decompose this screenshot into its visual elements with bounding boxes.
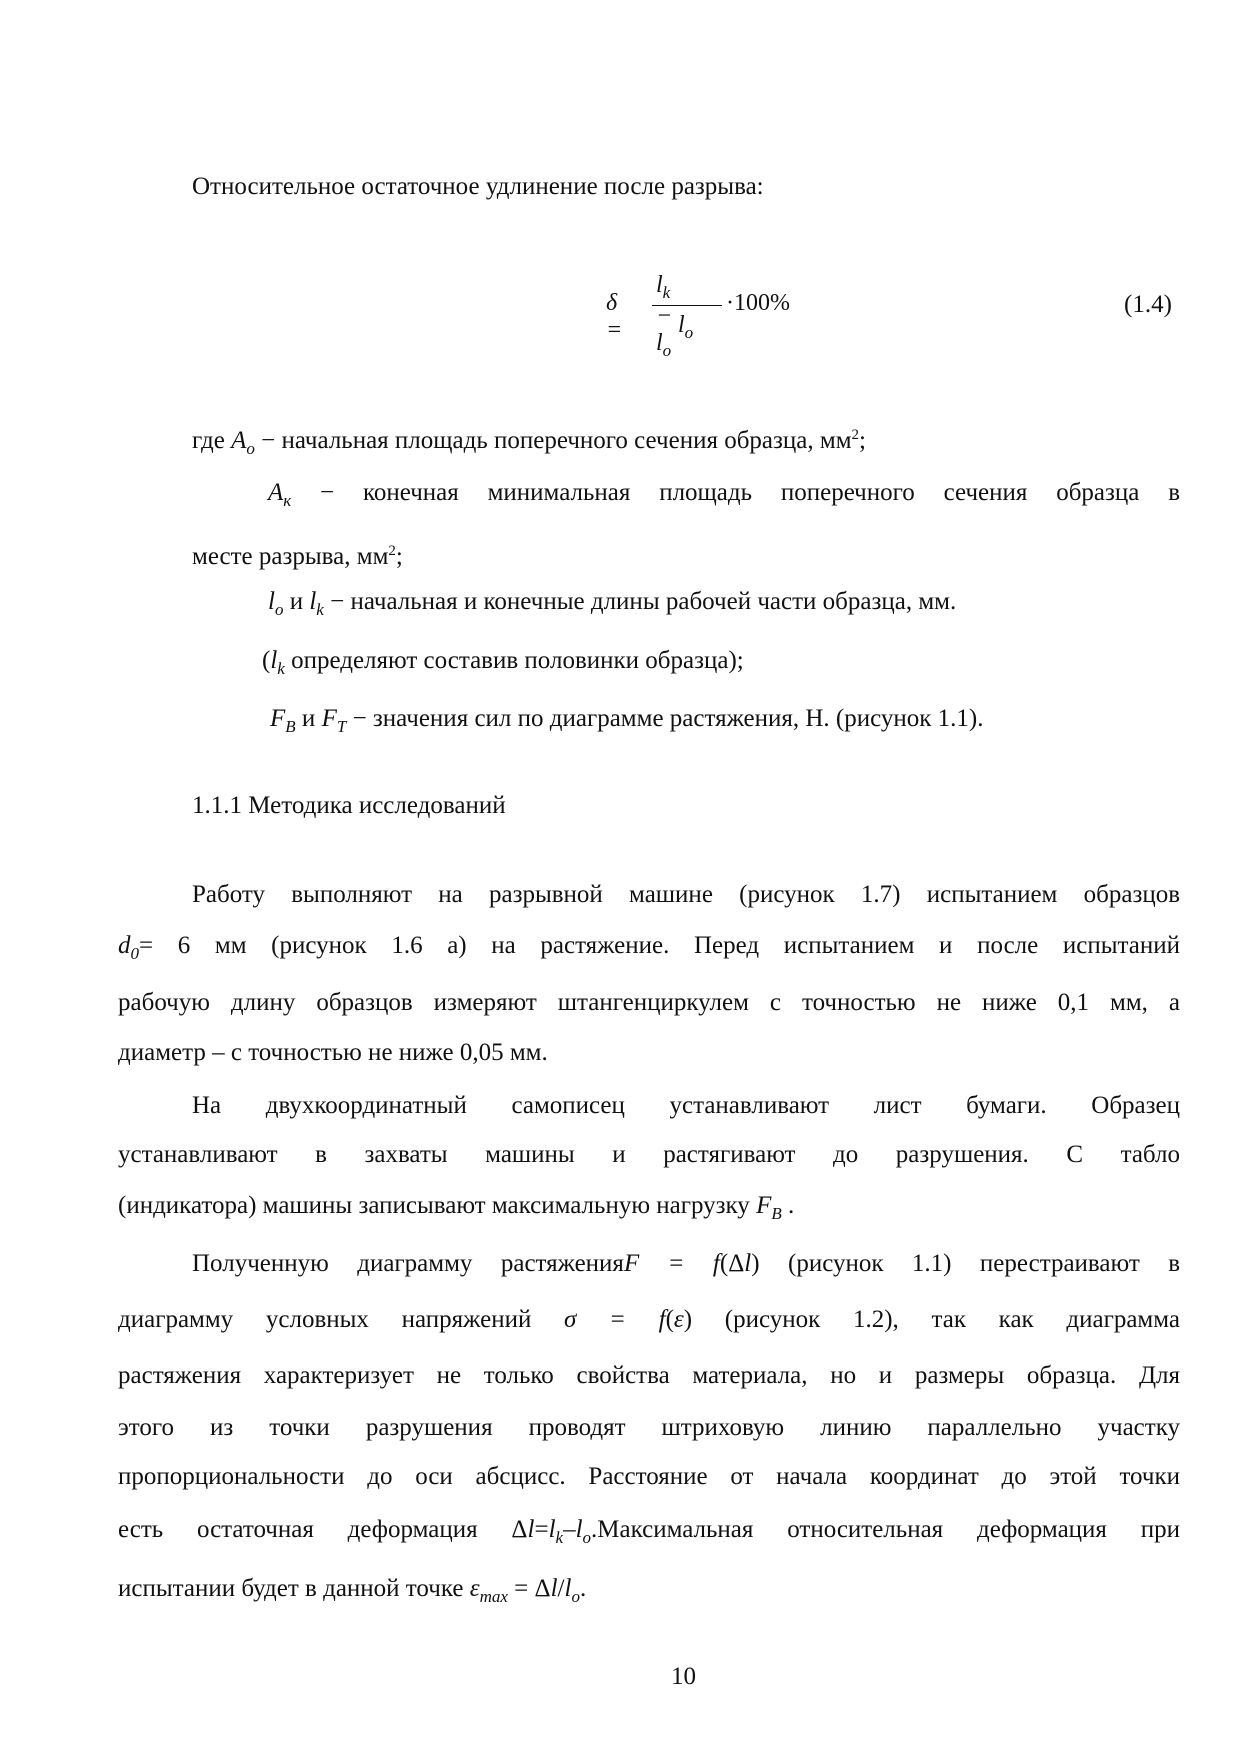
math-run: B [285,717,296,736]
text-run: .Максимальная относительная деформация при [591,1516,1180,1543]
math-run: F [270,705,286,732]
text-line [118,1361,1180,1391]
text-run: ) (рисунок 1.2), так как диаграмма [683,1306,1180,1333]
text-line [118,1515,1180,1553]
math-run: k [555,1528,564,1547]
text-run: (индикатора) машины записывают максимальную нагрузку [118,1192,757,1219]
text-run: ) [751,1250,760,1277]
math-run: 0 [130,944,139,963]
text-run: рабочую длину образцов измеряют штангенциркулем с точностью не ниже 0,1 мм, а [118,989,1180,1016]
formula-rhs: ·100% [726,290,790,316]
math-run: к [283,491,292,510]
math-run: l [548,1516,556,1543]
text-run: диаметр – с точностью не ниже 0,05 мм. [118,1039,548,1066]
math-run: max [479,1587,508,1606]
math-run: σ = f [564,1306,666,1333]
text-line [192,1091,1180,1121]
text-run: − конечная минимальная площадь поперечного сечения образца в [291,479,1180,506]
text-run: . [781,1192,795,1219]
text-run: месте разрыва, мм [192,543,389,570]
text-run: / [557,1575,565,1602]
text-line [118,1462,1180,1492]
equation-number: (1.4) [1124,291,1172,318]
text-run: определяют составив половинки образца); [284,647,744,674]
math-run: T [336,717,347,736]
text-line [192,791,506,821]
text-line [192,880,1180,910]
math-run: ε [469,1575,480,1602]
text-run: Относительное остаточное удлинение после разрыва: [192,173,764,200]
math-run: 2 [851,427,860,443]
text-line [118,1191,794,1229]
math-run: A [231,427,247,454]
text-run: − значения сил по диаграмме растяжения, Н. (рисунок 1.1). [346,705,984,732]
fraction-bar [652,305,722,306]
text-run: Полученную диаграмму растяжения [192,1250,624,1277]
text-line [192,1249,1180,1279]
text-line [118,1413,1180,1443]
math-run: l [575,1516,583,1543]
math-run: l [309,588,317,615]
text-line [192,536,403,572]
math-run: l [744,1250,752,1277]
math-run: l [550,1575,558,1602]
text-line [268,587,956,625]
text-run: (рисунок 1.1) перестраивают в [759,1250,1181,1277]
math-run: k [316,600,324,619]
text-run: На двухкоординатный самописец устанавливают лист бумаги. Образец [192,1092,1180,1119]
text-run: диаграмму условных напряжений [118,1306,565,1333]
formula-lhs: δ = [606,290,623,343]
text-run: − начальная и конечные длины рабочей части образца, мм. [323,588,957,615]
text-run: и [295,705,322,732]
math-run: l [527,1516,535,1543]
text-run: = 6 мм (рисунок 1.6 а) на растяжение. Перед испытанием и после испытаний [139,932,1180,959]
text-run: 1.1.1 Методика исследований [192,792,506,819]
text-run: ; [395,543,403,570]
text-line [118,1140,1180,1170]
math-run: o [582,1528,592,1547]
text-run: растяжения характеризует не только свойства материала, но и размеры образца. Для [118,1362,1180,1389]
text-run: испытании будет в данной точке [118,1575,470,1602]
math-run: d [118,932,131,959]
text-line [270,704,984,742]
text-line [118,1038,548,1068]
text-line [118,988,1180,1018]
text-line [192,420,866,464]
math-run: 2 [388,543,396,559]
math-run: o [246,439,255,458]
text-line [262,646,744,684]
math-run: ε [673,1306,684,1333]
text-run: пропорциональности до оси абсцисс. Расстояние от начала координат до этой точки [118,1463,1180,1490]
math-run: F = f [623,1250,720,1277]
page-number: 10 [671,1663,696,1690]
text-line [268,478,1180,516]
math-run: l [564,1575,572,1602]
text-line [118,1574,586,1612]
text-run: (Δ [719,1250,745,1277]
formula-denominator: $l_o$ [678,312,694,342]
math-run: B [771,1204,782,1223]
formula-numerator: $l_k - l_o$ [656,272,673,360]
text-run: ( [262,647,271,674]
text-run: – [563,1516,576,1543]
math-run: l [268,588,275,615]
text-run: устанавливают в захваты машины и растягивают до разрушения. С табло [118,1141,1180,1168]
text-run: = Δ [507,1575,551,1602]
text-run: этого из точки разрушения проводят штриховую линию параллельно участку [118,1414,1180,1441]
text-line [118,1305,1180,1335]
text-run: ; [859,427,866,454]
text-line [118,931,1180,969]
math-run: o [571,1587,580,1606]
math-run: k [277,659,285,678]
math-run: l [270,647,278,674]
math-run: A [268,479,284,506]
text-run: − начальная площадь поперечного сечения образца, мм [254,427,852,454]
math-run: F [756,1192,772,1219]
text-run: ( [665,1306,674,1333]
text-run: = [534,1516,549,1543]
text-run: где [192,427,232,454]
text-run: Работу выполняют на разрывной машине (рисунок 1.7) испытанием образцов [192,881,1180,908]
text-line [192,172,764,202]
math-run: o [274,600,284,619]
text-run: есть остаточная деформация Δ [118,1516,528,1543]
math-run: F [321,705,337,732]
text-run: и [283,588,310,615]
text-run: . [579,1575,587,1602]
